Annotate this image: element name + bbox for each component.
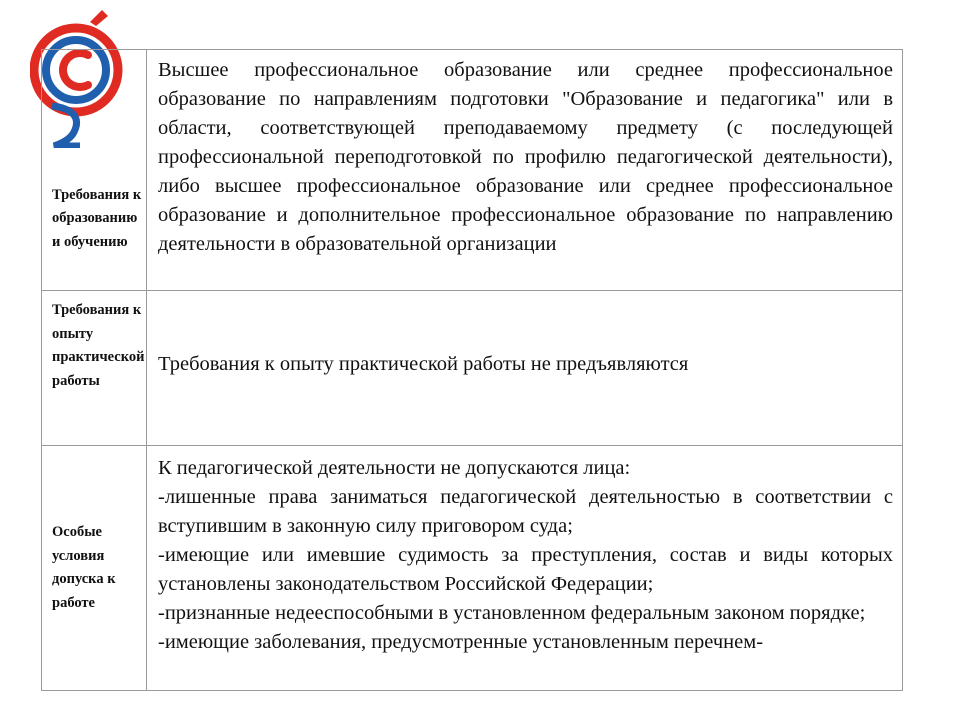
- row-content: [147, 446, 903, 691]
- logo-accent: [90, 10, 108, 26]
- content-paragraph: К педагогической деятельности не допускаются лица:: [158, 457, 631, 479]
- content-paragraph: Требования к опыту практической работы не предъявляются: [158, 352, 689, 375]
- row-heading-text: Требования к образованию и обучению: [52, 186, 142, 250]
- content-paragraph: -имеющие заболевания, предусмотренные установленным перечнем-: [158, 631, 764, 653]
- row-content: [147, 50, 903, 291]
- row-heading: [42, 446, 147, 691]
- content-paragraph: -признанные недееспособными в установленном федеральным законом порядке;: [158, 602, 866, 624]
- row-heading: [42, 291, 147, 446]
- requirements-table: [41, 49, 903, 691]
- content-paragraph: Высшее профессиональное образование или среднее профессиональное образование по направлениям подготовки "Образование и педагогика" или в области, соответствующей преподаваемому предмету (с последующей профессиональной переподготовкой по профилю педагогической деятельности), либо высшее профессиональное образование или среднее профессиональное образование и дополнительное профессиональное образование по направлению деятельности в образовательной организации: [158, 59, 893, 255]
- content-paragraph: -лишенные права заниматься педагогической деятельностью в соответствии с вступившим в законную силу приговором суда;: [158, 486, 893, 537]
- row-heading-text: Требования к опыту практической работы: [52, 302, 145, 389]
- row-heading-text: Особые условия допуска к работе: [52, 524, 116, 611]
- table-row: [42, 446, 903, 691]
- row-heading: [42, 50, 147, 291]
- row-content: [147, 291, 903, 446]
- content-paragraph: -имеющие или имевшие судимость за преступления, состав и виды которых установлены законодательством Российской Федерации;: [158, 544, 893, 595]
- table-row: [42, 50, 903, 291]
- table-row: [42, 291, 903, 446]
